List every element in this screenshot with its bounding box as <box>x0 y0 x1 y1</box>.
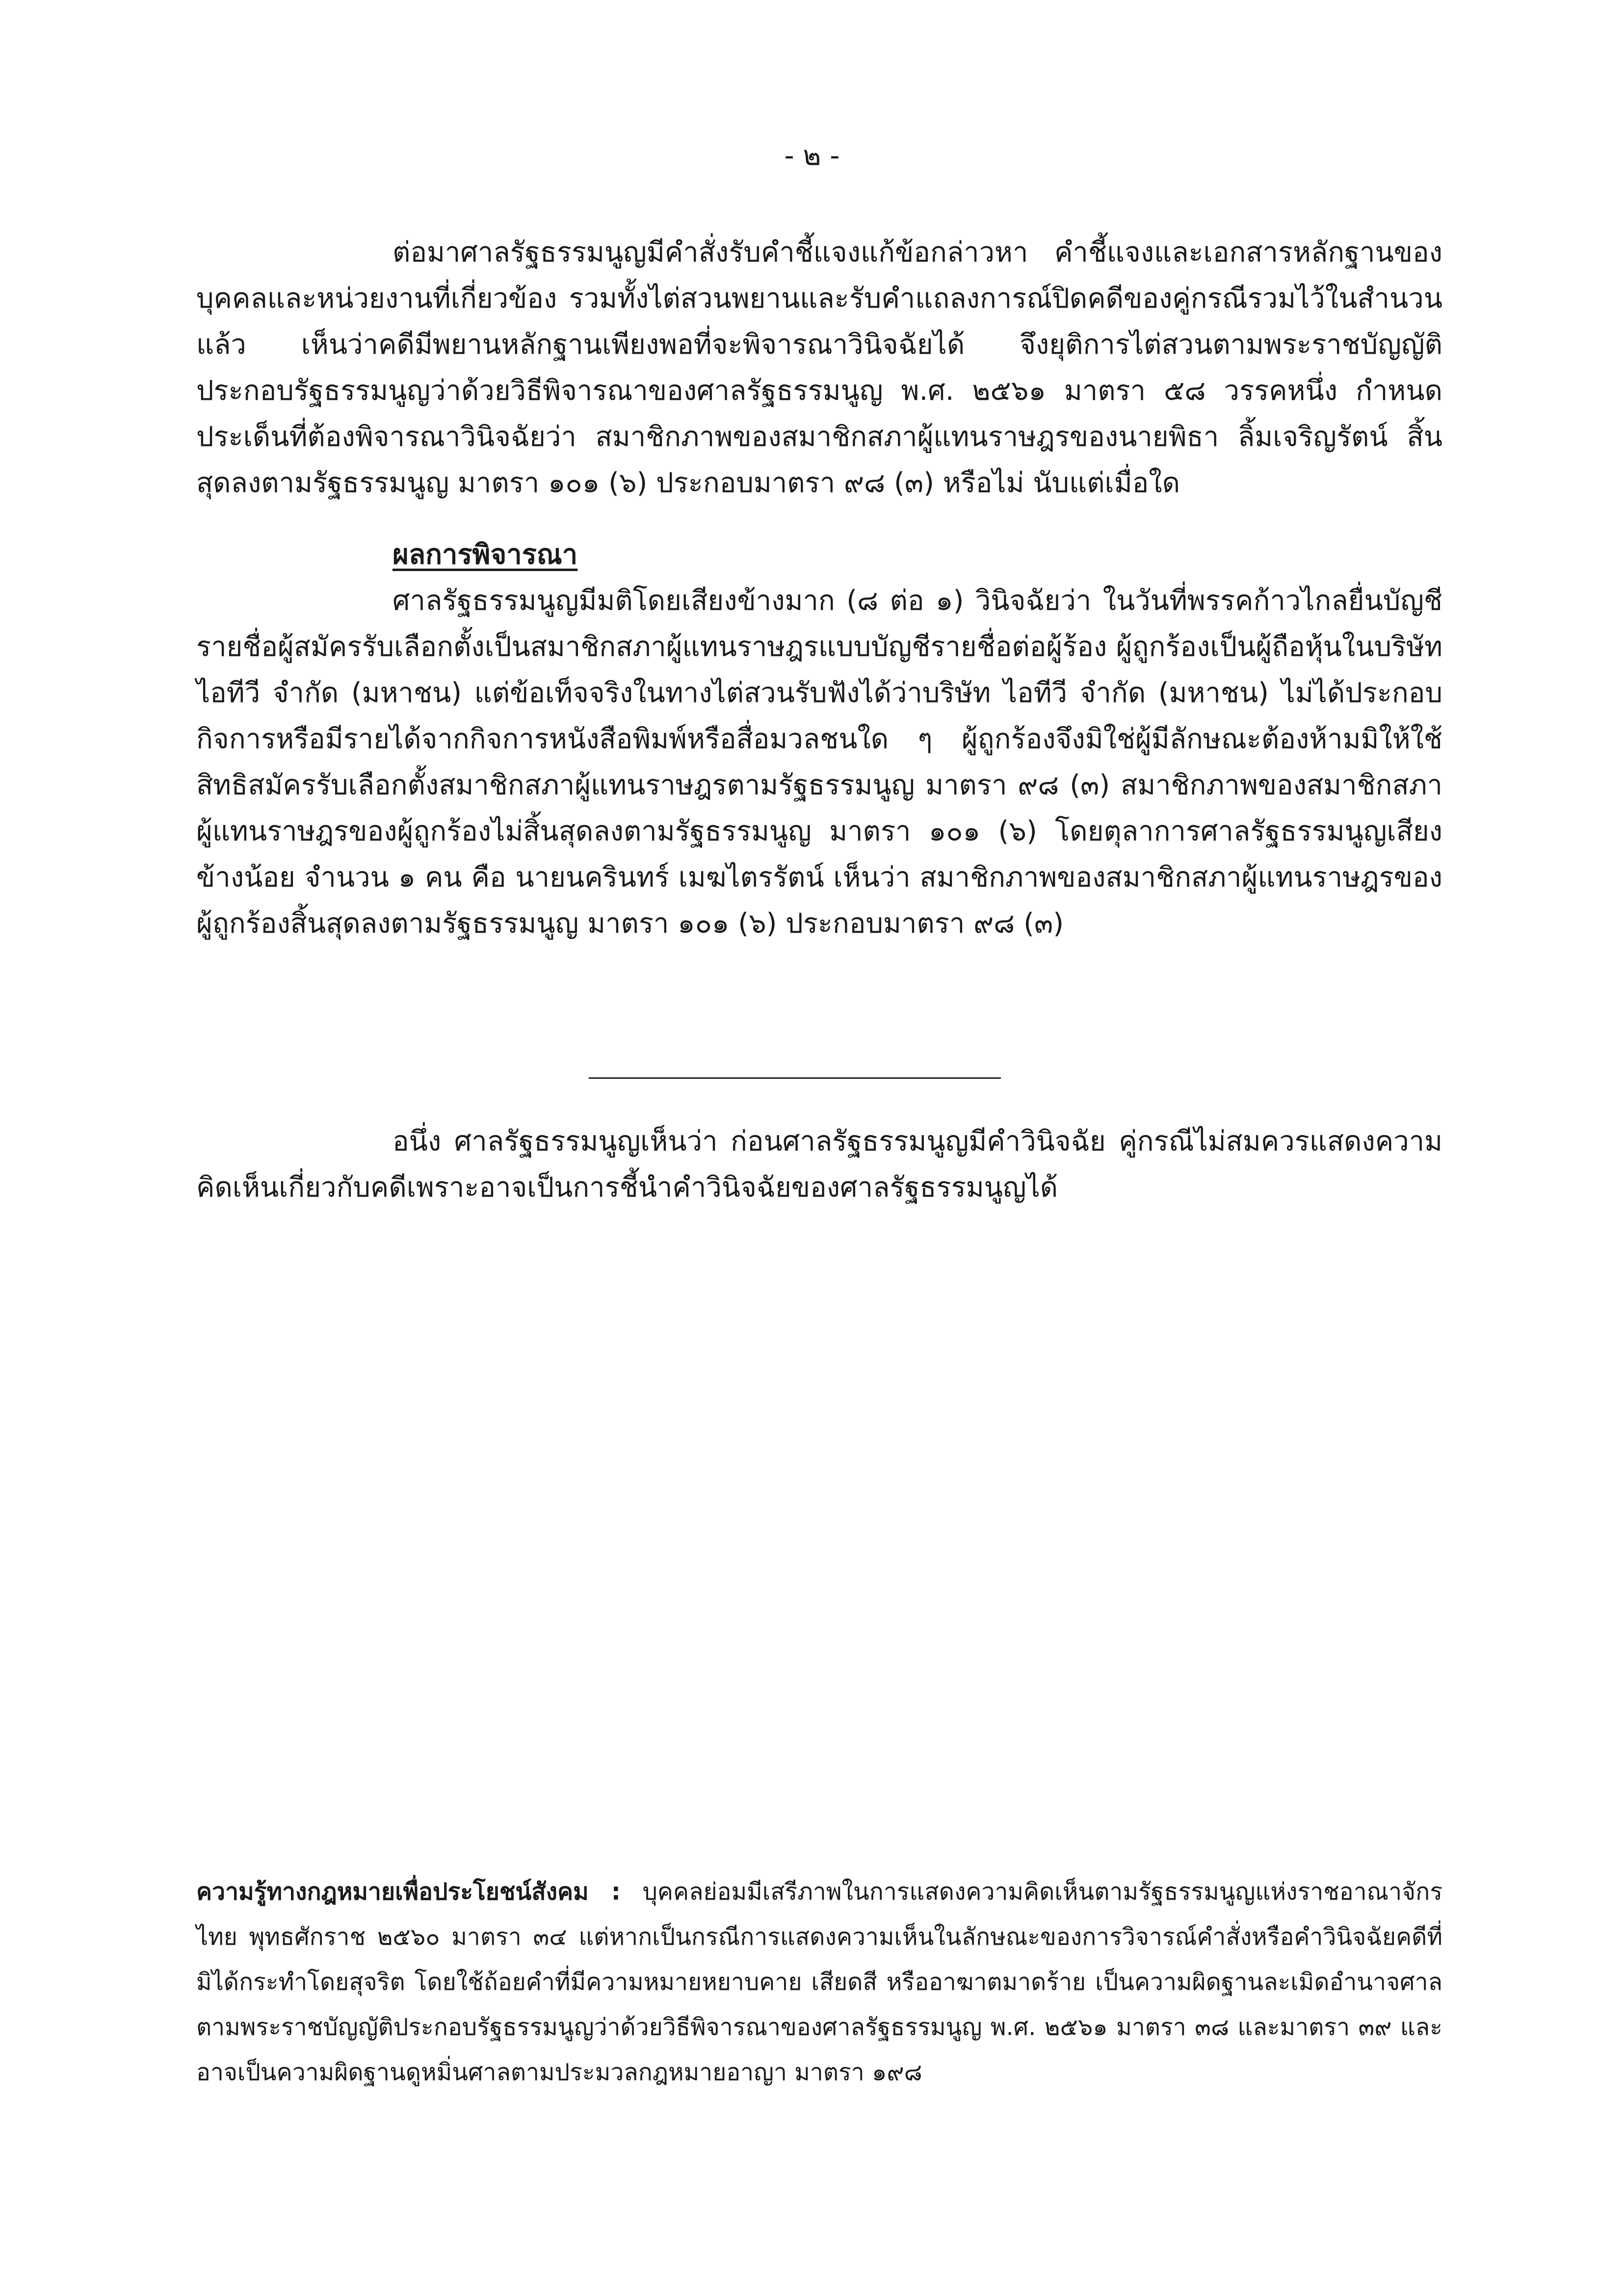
paragraph-inquiry-summary <box>196 230 1442 506</box>
section-divider <box>589 1077 1001 1079</box>
legal-knowledge-note <box>196 1869 1442 2095</box>
paragraph-text: ศาลรัฐธรรมนูญมีมติโดยเสียงข้างมาก (๘ ต่อ ๑) วินิจฉัยว่า ในวันที่พรรคก้าวไกลยื่นบัญชีรายชื่อผู้สมัครรับเลือกตั้งเป็นสมาชิกสภาผู้แทนราษฎรแบบบัญชีรายชื่อต่อผู้ร้อง ผู้ถูกร้องเป็นผู้ถือหุ้นในบริษัท ไอทีวี จำกัด (มหาชน) แต่ข้อเท็จจริงในทางไต่สวนรับฟังได้ว่าบริษัท ไอทีวี จำกัด (มหาชน) ไม่ได้ประกอบกิจการหรือมีรายได้จากกิจการหนังสือพิมพ์หรือสื่อมวลชนใด ๆ ผู้ถูกร้องจึงมิใช่ผู้มีลักษณะต้องห้ามมิให้ใช้สิทธิสมัครรับเลือกตั้งสมาชิกสภาผู้แทนราษฎรตามรัฐธรรมนูญ มาตรา ๙๘ (๓) สมาชิกภาพของสมาชิกสภาผู้แทนราษฎรของผู้ถูกร้องไม่สิ้นสุดลงตามรัฐธรรมนูญ มาตรา ๑๐๑ (๖) โดยตุลาการศาลรัฐธรรมนูญเสียงข้างน้อย จำนวน ๑ คน คือ นายนครินทร์ เมฆไตรรัตน์ เห็นว่า สมาชิกภาพของสมาชิกสภาผู้แทนราษฎรของผู้ถูกร้องสิ้นสุดลงตามรัฐธรรมนูญ มาตรา ๑๐๑ (๖) ประกอบมาตรา ๙๘ (๓) <box>196 585 1442 939</box>
legal-knowledge-text: บุคคลย่อมมีเสรีภาพในการแสดงความคิดเห็นตามรัฐธรรมนูญแห่งราชอาณาจักรไทย พุทธศักราช ๒๕๖๐ มาตรา ๓๔ แต่หากเป็นกรณีการแสดงความเห็นในลักษณะของการวิจารณ์คำสั่งหรือคำวินิจฉัยคดีที่มิได้กระทำโดยสุจริต โดยใช้ถ้อยคำที่มีความหมายหยาบคาย เสียดสี หรืออาฆาตมาดร้าย เป็นความผิดฐานละเมิดอำนาจศาลตามพระราชบัญญัติประกอบรัฐธรรมนูญว่าด้วยวิธีพิจารณาของศาลรัฐธรรมนูญ พ.ศ. ๒๕๖๑ มาตรา ๓๘ และมาตรา ๓๙ และอาจเป็นความผิดฐานดูหมิ่นศาลตามประมวลกฎหมายอาญา มาตรา ๑๙๘ <box>196 1878 1442 2086</box>
section-heading-result: ผลการพิจารณา <box>393 539 578 571</box>
paragraph-text: อนึ่ง ศาลรัฐธรรมนูญเห็นว่า ก่อนศาลรัฐธรรมนูญมีคำวินิจฉัย คู่กรณีไม่สมควรแสดงความคิดเห็นเกี่ยวกับคดีเพราะอาจเป็นการชี้นำคำวินิจฉัยของศาลรัฐธรรมนูญได้ <box>196 1125 1442 1203</box>
page-number: - ๒ - <box>784 140 840 172</box>
paragraph-ruling <box>196 578 1442 947</box>
paragraph-notice <box>196 1119 1442 1211</box>
paragraph-text: ต่อมาศาลรัฐธรรมนูญมีคำสั่งรับคำชี้แจงแก้ข้อกล่าวหา คำชี้แจงและเอกสารหลักฐานของบุคคลและหน่วยงานที่เกี่ยวข้อง รวมทั้งไต่สวนพยานและรับคำแถลงการณ์ปิดคดีของคู่กรณีรวมไว้ในสำนวนแล้ว เห็นว่าคดีมีพยานหลักฐานเพียงพอที่จะพิจารณาวินิจฉัยได้ จึงยุติการไต่สวนตามพระราชบัญญัติประกอบรัฐธรรมนูญว่าด้วยวิธีพิจารณาของศาลรัฐธรรมนูญ พ.ศ. ๒๕๖๑ มาตรา ๕๘ วรรคหนึ่ง กำหนดประเด็นที่ต้องพิจารณาวินิจฉัยว่า สมาชิกภาพของสมาชิกสภาผู้แทนราษฎรของนายพิธา ลิ้มเจริญรัตน์ สิ้นสุดลงตามรัฐธรรมนูญ มาตรา ๑๐๑ (๖) ประกอบมาตรา ๙๘ (๓) หรือไม่ นับแต่เมื่อใด <box>196 236 1442 499</box>
legal-knowledge-label: ความรู้ทางกฎหมายเพื่อประโยชน์สังคม : <box>196 1878 621 1905</box>
